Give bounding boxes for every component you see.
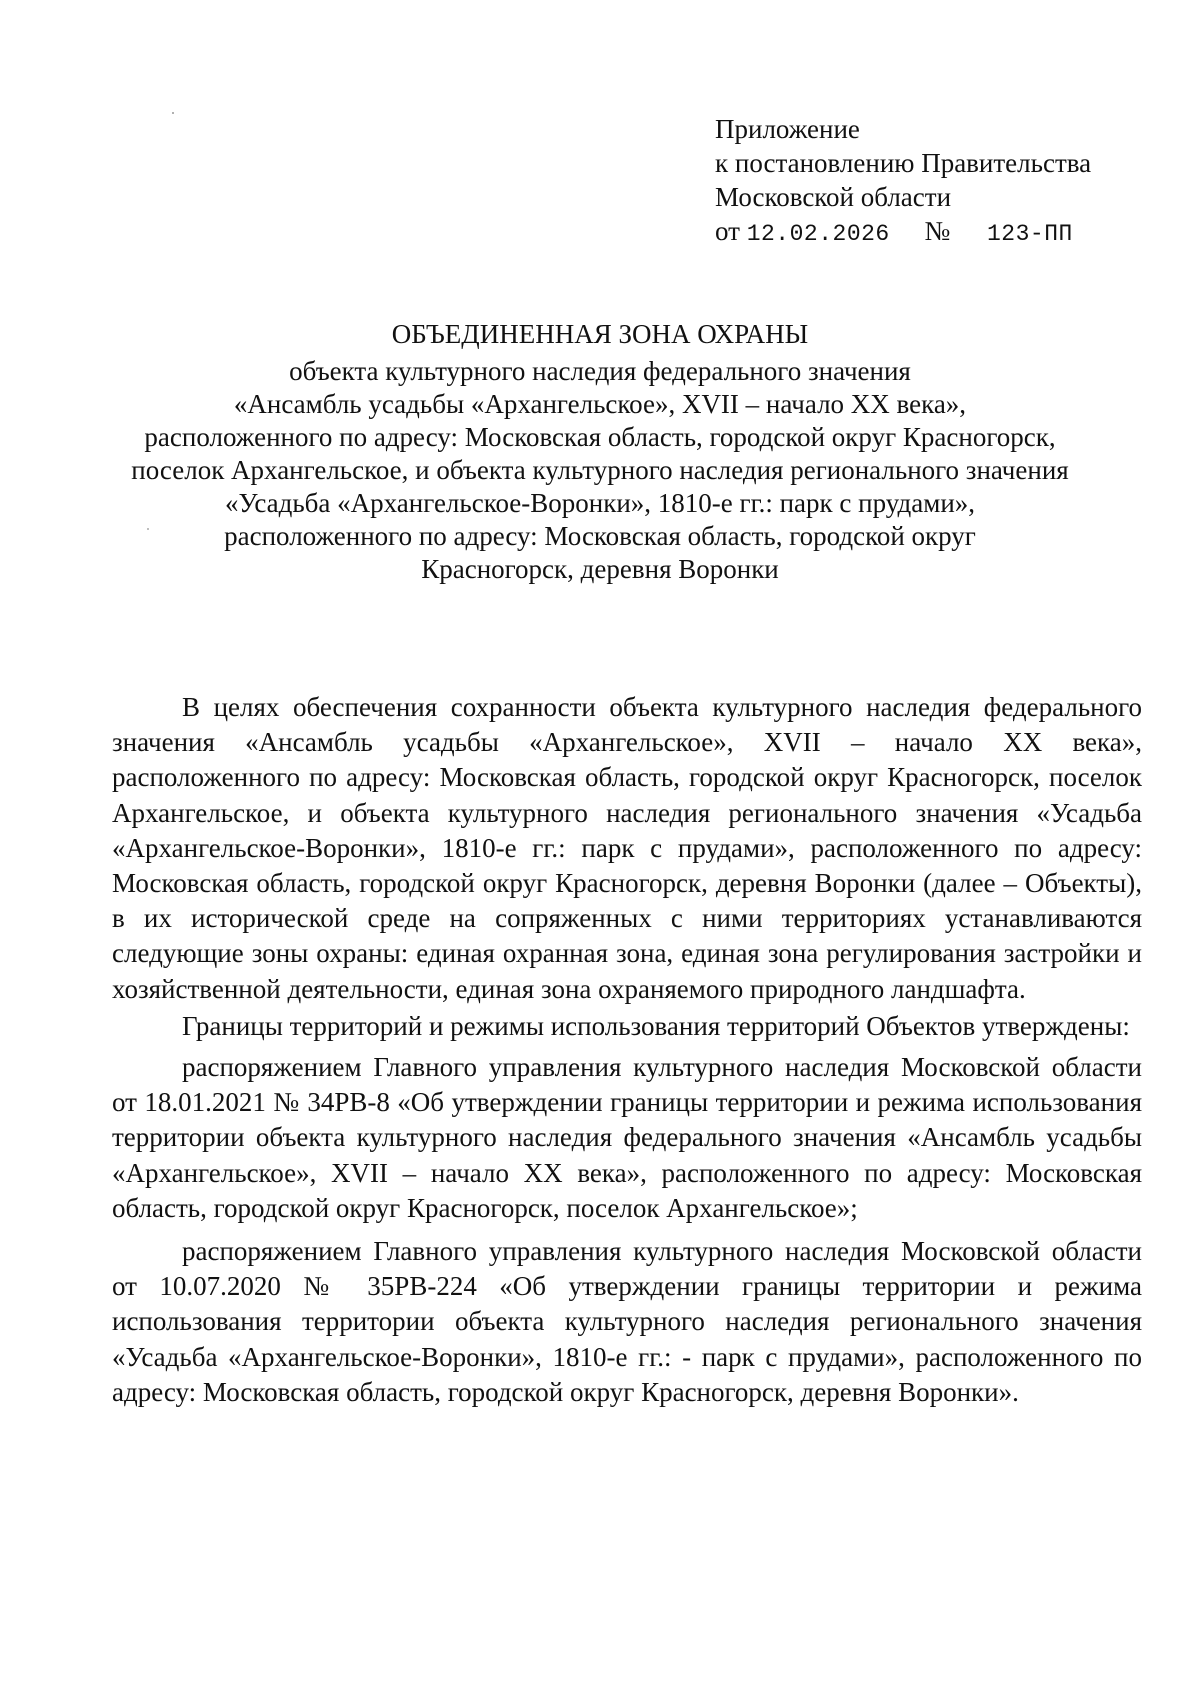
appendix-label: Приложение — [715, 114, 860, 144]
scan-speck — [172, 112, 174, 114]
number-sign: № — [924, 216, 951, 246]
appendix-header — [715, 112, 1091, 251]
title-line: «Усадьба «Архангельское-Воронки», 1810-е гг.: парк с прудами», — [224, 488, 976, 518]
appendix-region: Московской области — [715, 182, 952, 212]
resolution-date: 12.02.2026 — [746, 221, 890, 247]
body-paragraph: распоряжением Главного управления культурного наследия Московской области от 18.01.2021 № 34РВ-8 «Об утверждении границы территории и режима использования территории объекта культурного наследия федерального значения «Ансамбль усадьбы «Архангельское», XVII – начало XX века», расположенного по адресу: Московская область, городской округ Красногорск, поселок Архангельское»; — [112, 1052, 1142, 1223]
date-prefix: от — [715, 216, 740, 246]
document-body — [112, 690, 1142, 1420]
title-line: расположенного по адресу: Московская область, городской округ Красногорск, — [144, 422, 1056, 452]
body-paragraph: В целях обеспечения сохранности объекта культурного наследия федерального значения «Ансамбль усадьбы «Архангельское», XVII – начало XX века», расположенного по адресу: Московская область, городской округ Красногорск, поселок Архангельское, и объекта культурного наследия регионального значения «Усадьба «Архангельское-Воронки», 1810-е гг.: парк с прудами», расположенного по адресу: Московская область, городской округ Красногорск, деревня Воронки (далее – Объекты), в их исторической среде на сопряженных с ними территориях устанавливаются следующие зоны охраны: единая охранная зона, единая зона регулирования застройки и хозяйственной деятельности, единая зона охраняемого природного ландшафта. — [112, 692, 1142, 1004]
body-paragraph: Границы территорий и режимы использования территорий Объектов утверждены: — [182, 1010, 1130, 1041]
appendix-date-line — [715, 214, 1091, 251]
resolution-number: 123-ПП — [987, 221, 1073, 247]
appendix-resolution-ref: к постановлению Правительства — [715, 148, 1092, 178]
body-paragraph: распоряжением Главного управления культурного наследия Московской области от 10.07.2020 № 35РВ-224 «Об утверждении границы территории и режима использования территории объекта культурного наследия регионального значения «Усадьба «Архангельское-Воронки», 1810-е гг.: - парк с прудами», расположенного по адресу: Московская область, городской округ Красногорск, деревня Воронки». — [112, 1236, 1142, 1407]
title-line: Красногорск, деревня Воронки — [421, 554, 779, 584]
title-line: «Ансамбль усадьбы «Архангельское», XVII – начало XX века», — [233, 389, 967, 419]
title-line: поселок Архангельское, и объекта культурного наследия регионального значения — [131, 455, 1069, 485]
title-line: расположенного по адресу: Московская область, городской округ — [224, 521, 976, 551]
title-line: объекта культурного наследия федерального значения — [289, 356, 911, 386]
title-heading: ОБЪЕДИНЕННАЯ ЗОНА ОХРАНЫ — [391, 319, 809, 349]
document-title — [100, 318, 1100, 586]
